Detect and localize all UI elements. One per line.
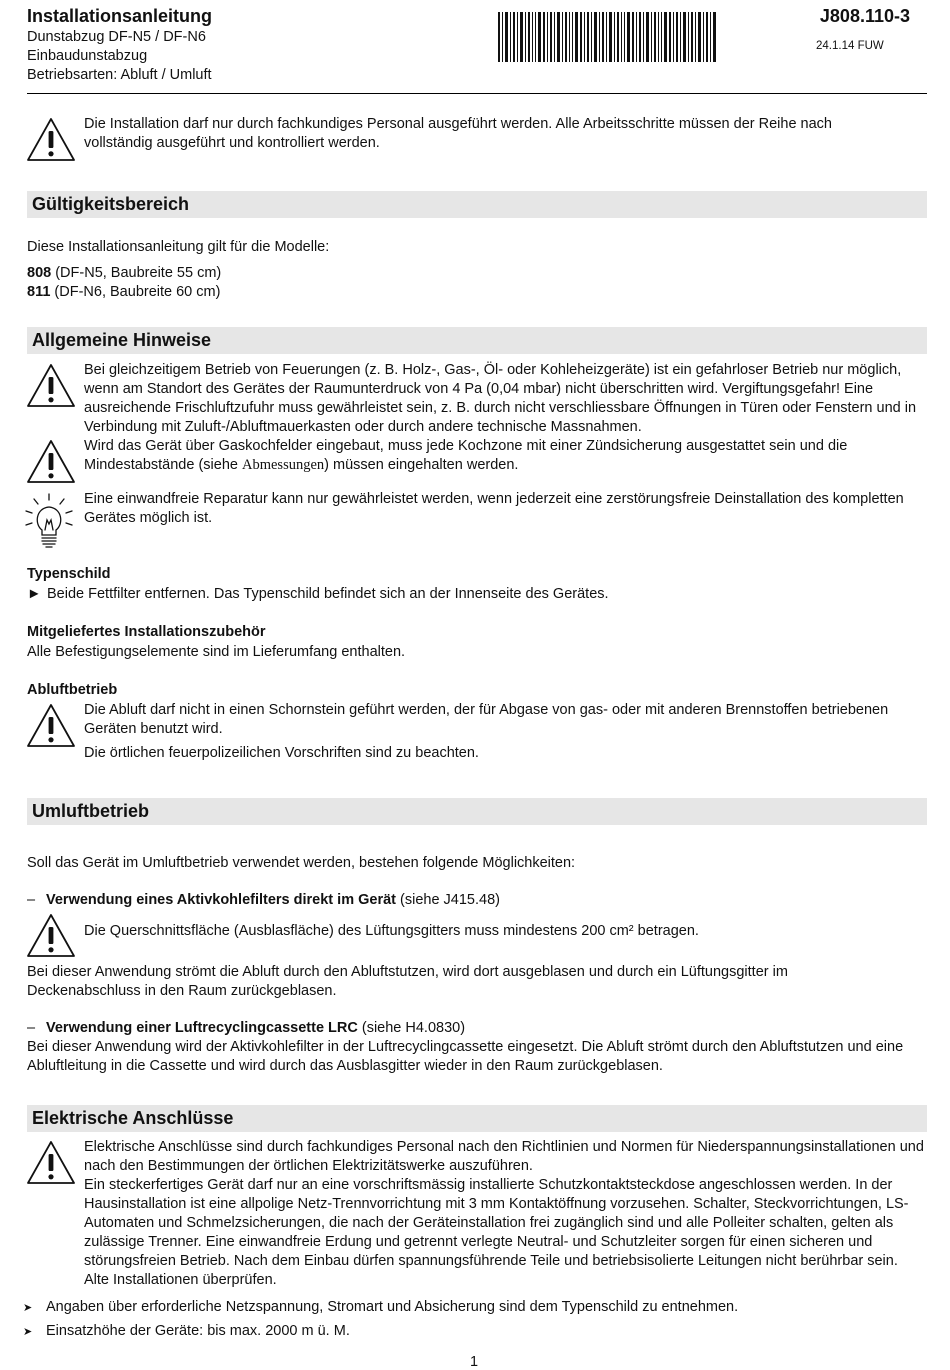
electrical-warning-text: Elektrische Anschlüsse sind durch fachkundiges Personal nach den Richtlinien und Normen für Niederspannungsinstallationen und nach den Bestimmungen der örtlichen Elektrizitätswerke auszuführen. (84, 1139, 924, 1174)
dash-bullet: – (27, 892, 36, 908)
arrow-right-icon: ► (27, 586, 42, 602)
warning-triangle-icon (26, 1139, 76, 1185)
recirculation-option-2: – Verwendung einer Luftrecyclingcassette LRC (siehe H4.0830) (27, 1020, 466, 1036)
accessories-heading: Mitgeliefertes Installationszubehör (27, 624, 266, 640)
model-desc: (DF-N6, Baubreite 60 cm) (50, 284, 221, 300)
model-line (27, 283, 220, 302)
validity-intro: Diese Installationsanleitung gilt für die Modelle: (27, 239, 330, 255)
dash-bullet: – (27, 1020, 36, 1036)
model-desc: (DF-N5, Baubreite 55 cm) (51, 265, 222, 281)
electrical-installation-text: Ein steckerfertiges Gerät darf nur an eine vorschriftsmässig installierte Schutzkontaktsteckdose angeschlossen werden. In der Hausinstallation ist eine allpolige Netz-Trennvorrichtung mit 3 mm Kontaktöffnung vorzusehen. Schalter, Steckvorrichtungen, LS-Automaten und Schmelzsicherungen, die nach der Geräteinstallation frei zugänglich sind und alle Polleiter schalten, gelten als zulässige Trenner. Eine einwandfreie Erdung und getrennt verlegte Neutral- und Schutzleiter sorgen für einen sicheren und störungsfreien Betrieb. Nach dem Einbau dürfen spannungsführende Teile und betriebsisolierte Leitungen nicht berührbar sein. Alte Installationen überprüfen. (84, 1177, 909, 1288)
repair-tip-text: Eine einwandfreie Reparatur kann nur gewährleistet werden, wenn jederzeit eine zerstörungsfreie Deinstallation des kompletten Gerätes möglich ist. (84, 491, 904, 526)
fire-regulations-note: Die örtlichen feuerpolizeilichen Vorschriften sind zu beachten. (84, 745, 479, 761)
barcode (498, 12, 718, 62)
section-header-general (27, 327, 927, 354)
exhaust-heading: Abluftbetrieb (27, 682, 118, 698)
electrical-bullet: ➤ Einsatzhöhe der Geräte: bis max. 2000 m ü. M. (23, 1322, 350, 1342)
gas-hob-warning-text: Wird das Gerät über Gaskochfelder eingebaut, muss jede Kochzone mit einer Zündsicherung ausgestattet sein und die Mindestabstände (siehe Abmessungen) müssen eingehalten werden. (84, 438, 848, 473)
model-code: 808 (27, 265, 52, 281)
recirculation-option-1: – Verwendung eines Aktivkohlefilters direkt im Gerät (siehe J415.48) (27, 892, 500, 908)
intro-warning-text: Die Installation darf nur durch fachkundiges Personal ausgeführt werden. Alle Arbeitsschritte müssen der Reihe nach vollständig ausgeführt und kontrolliert werden. (84, 116, 832, 151)
header-divider (27, 93, 927, 94)
section-header-validity (27, 191, 927, 218)
section-title: Allgemeine Hinweise (32, 330, 212, 350)
doc-subtitle-product: Dunstabzug DF-N5 / DF-N6 (27, 29, 206, 45)
model-code: 811 (27, 284, 51, 300)
model-line (27, 264, 221, 283)
section-title: Gültigkeitsbereich (32, 194, 190, 214)
grille-area-warning: Die Querschnittsfläche (Ausblasfläche) des Lüftungsgitters muss mindestens 200 cm² betragen. (84, 923, 699, 939)
typeplate-instruction: ► Beide Fettfilter entfernen. Das Typenschild befindet sich an der Innenseite des Gerätes. (27, 586, 609, 602)
option-1-description: Bei dieser Anwendung strömt die Abluft durch den Abluftstutzen, wird dort ausgeblasen und durch ein Lüftungsgitter im Deckenabschluss in den Raum zurückgeblasen. (27, 964, 788, 999)
option-2-description: Bei dieser Anwendung wird der Aktivkohlefilter in der Luftrecyclingcassette eingesetzt. Die Abluft strömt durch den Abluftstutzen und eine Abluftleitung in die Cassette und wird durch das Ausblasgitter wieder in den Raum zurückgeblasen. (27, 1039, 904, 1074)
section-title: Umluftbetrieb (32, 801, 149, 821)
warning-triangle-icon (26, 702, 76, 748)
page-number: 1 (470, 1354, 479, 1370)
exhaust-chimney-warning: Die Abluft darf nicht in einen Schornstein geführt werden, der für Abgase von gas- oder mit anderen Brennstoffen betriebenen Geräten benutzt wird. (84, 702, 889, 737)
warning-triangle-icon (26, 438, 76, 484)
document-number: J808.110-3 (819, 6, 910, 26)
light-bulb-icon (22, 492, 76, 550)
doc-title: Installationsanleitung (27, 6, 213, 26)
accessories-text: Alle Befestigungselemente sind im Lieferumfang enthalten. (27, 644, 406, 660)
arrowhead-bullet-icon: ➤ (23, 1302, 33, 1314)
typeplate-heading: Typenschild (27, 566, 111, 582)
document-date-code: 24.1.14 FUW (816, 40, 884, 52)
warning-triangle-icon (26, 116, 76, 162)
dimensions-reference: Abmessungen (242, 457, 325, 473)
arrowhead-bullet-icon: ➤ (23, 1326, 33, 1338)
section-header-recirculation (27, 798, 927, 825)
electrical-bullet: ➤ Angaben über erforderliche Netzspannung, Stromart und Absicherung sind dem Typenschild zu entnehmen. (23, 1298, 738, 1318)
section-header-electrical (27, 1105, 927, 1132)
doc-subtitle-modes: Betriebsarten: Abluft / Umluft (27, 67, 212, 83)
warning-triangle-icon (26, 912, 76, 958)
warning-triangle-icon (26, 362, 76, 408)
recirculation-intro: Soll das Gerät im Umluftbetrieb verwendet werden, bestehen folgende Möglichkeiten: (27, 855, 576, 871)
doc-subtitle-type: Einbaudunstabzug (27, 48, 148, 64)
section-title: Elektrische Anschlüsse (32, 1108, 234, 1128)
firing-warning-text: Bei gleichzeitigem Betrieb von Feuerungen (z. B. Holz-, Gas-, Öl- oder Kohleheizgeräte) ist ein gefahrloser Betrieb nur möglich, wenn am Standort des Gerätes der Raumunterdruck von 4 Pa (0,04 mbar) nicht überschritten wird. Vergiftungsgefahr! Eine ausreichende Frischluftzufuhr muss gewährleistet sein, z. B. durch nicht verschliessbare Öffnungen in Türen oder Fenstern und in Verbindung mit Zuluft-/Abluftmauerkasten oder durch andere technische Massnahmen. (84, 362, 917, 435)
